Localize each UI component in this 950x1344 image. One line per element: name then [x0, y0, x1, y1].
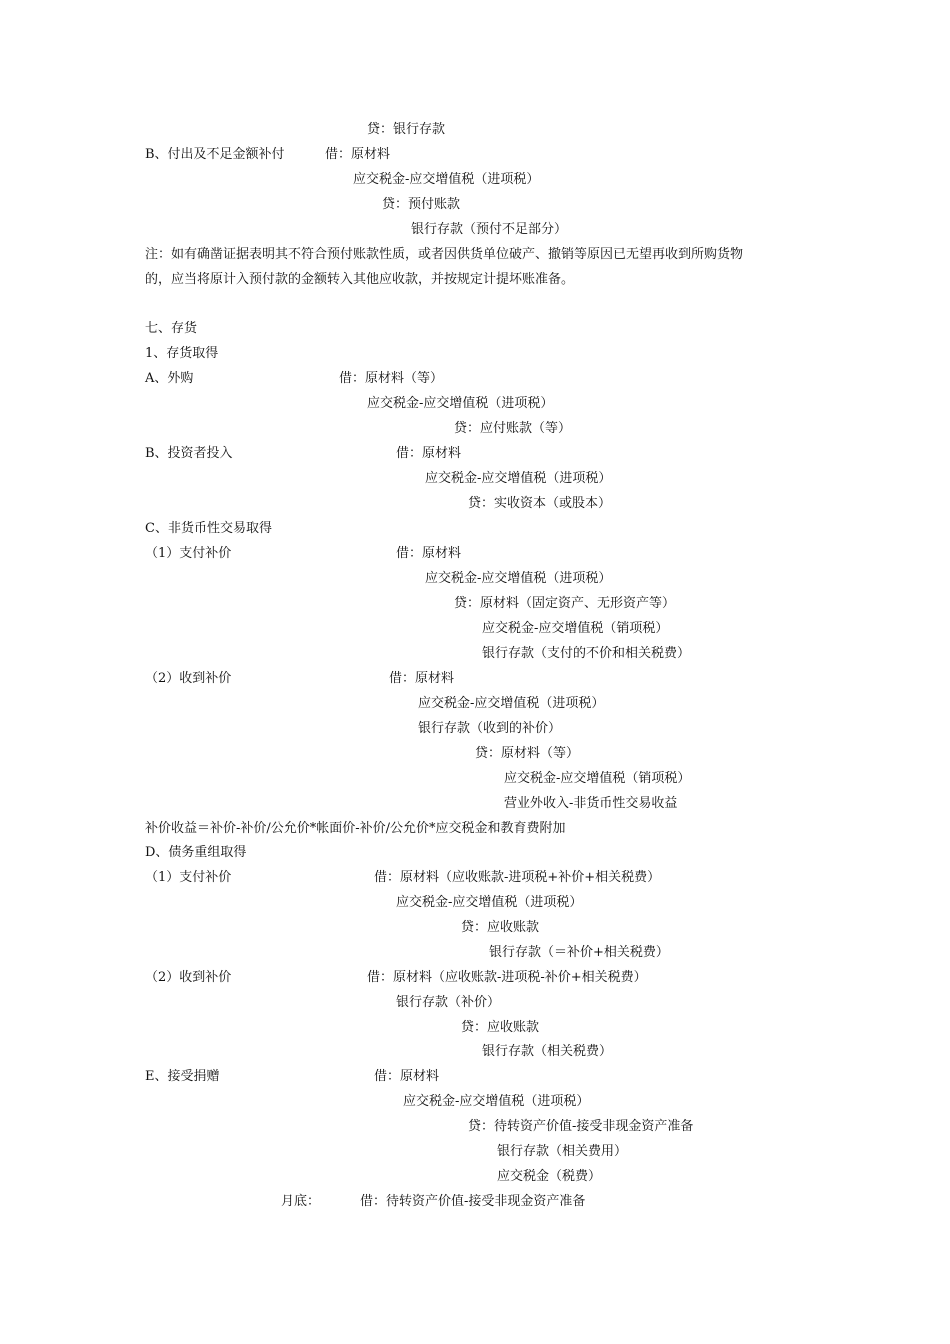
text-line: 应交税金-应交增值税（进项税）: [367, 396, 554, 411]
text-line: 应交税金-应交增值税（进项税）: [425, 471, 612, 486]
text-line: 应交税金-应交增值税（销项税）: [482, 621, 669, 636]
text-line: 借：原材料（应收账款-进项税+补价+相关税费）: [374, 870, 661, 885]
text-line: 贷：预付账款: [382, 197, 461, 212]
text-line: 借：待转资产价值-接受非现金资产准备: [360, 1194, 586, 1209]
note-text: 的，应当将原计入预付款的金额转入其他应收款，并按规定计提坏账准备。: [145, 272, 575, 287]
text-line: 银行存款（相关费用）: [497, 1144, 628, 1159]
text-line: 银行存款（补价）: [396, 995, 501, 1010]
text-line: 借：原材料: [396, 446, 462, 461]
text-line: 借：原材料: [374, 1069, 440, 1084]
text-line: 应交税金（税费）: [497, 1169, 602, 1184]
sub-heading: （1）支付补价: [145, 870, 232, 885]
text-line: 贷：实收资本（或股本）: [468, 496, 612, 511]
text-line: 借：原材料: [325, 147, 391, 162]
text-line: 贷：原材料（等）: [475, 746, 580, 761]
text-line: 借：原材料: [389, 671, 455, 686]
note-text: 注：如有确凿证据表明其不符合预付账款性质，或者因供货单位破产、撤销等原因已无望再收到所购货物: [145, 247, 744, 262]
section-heading: D、债务重组取得: [145, 845, 247, 860]
text-line: 应交税金-应交增值税（进项税）: [396, 895, 583, 910]
chapter-heading: 七、存货: [145, 321, 198, 336]
section-heading: 1、存货取得: [145, 346, 219, 361]
text-line: 应交税金-应交增值税（进项税）: [353, 172, 540, 187]
text-line: 贷：应收账款: [461, 920, 540, 935]
section-heading: C、非货币性交易取得: [145, 521, 272, 536]
section-heading: A、外购: [145, 371, 194, 386]
text-line: 应交税金-应交增值税（进项税）: [418, 696, 605, 711]
sub-heading: （2）收到补价: [145, 671, 232, 686]
text-line: 银行存款（收到的补价）: [418, 721, 562, 736]
sub-heading: （2）收到补价: [145, 970, 232, 985]
text-line: 借：原材料（应收账款-进项税-补价+相关税费）: [367, 970, 647, 985]
text-line: 贷：银行存款: [367, 122, 446, 137]
text-line: 银行存款（＝补价+相关税费）: [489, 945, 669, 960]
text-line: 贷：待转资产价值-接受非现金资产准备: [468, 1119, 694, 1134]
section-heading: B、付出及不足金额补付: [145, 147, 285, 162]
section-heading: E、接受捐赠: [145, 1069, 220, 1084]
text-line: 银行存款（支付的不价和相关税费）: [482, 646, 691, 661]
formula-text: 补价收益＝补价-补价/公允价*帐面价-补价/公允价*应交税金和教育费附加: [145, 821, 566, 836]
text-line: 贷：应付账款（等）: [454, 421, 572, 436]
text-line: 应交税金-应交增值税（销项税）: [504, 771, 691, 786]
text-line: 银行存款（相关税费）: [482, 1044, 613, 1059]
text-line: 借：原材料（等）: [339, 371, 444, 386]
text-line: 贷：应收账款: [461, 1020, 540, 1035]
text-line: 应交税金-应交增值税（进项税）: [425, 571, 612, 586]
text-line: 银行存款（预付不足部分）: [411, 222, 568, 237]
text-line: 借：原材料: [396, 546, 462, 561]
text-line: 营业外收入-非货币性交易收益: [504, 796, 678, 811]
text-line: 月底：: [281, 1194, 321, 1209]
section-heading: B、投资者投入: [145, 446, 233, 461]
text-line: 应交税金-应交增值税（进项税）: [403, 1094, 590, 1109]
text-line: 贷：原材料（固定资产、无形资产等）: [454, 596, 676, 611]
sub-heading: （1）支付补价: [145, 546, 232, 561]
